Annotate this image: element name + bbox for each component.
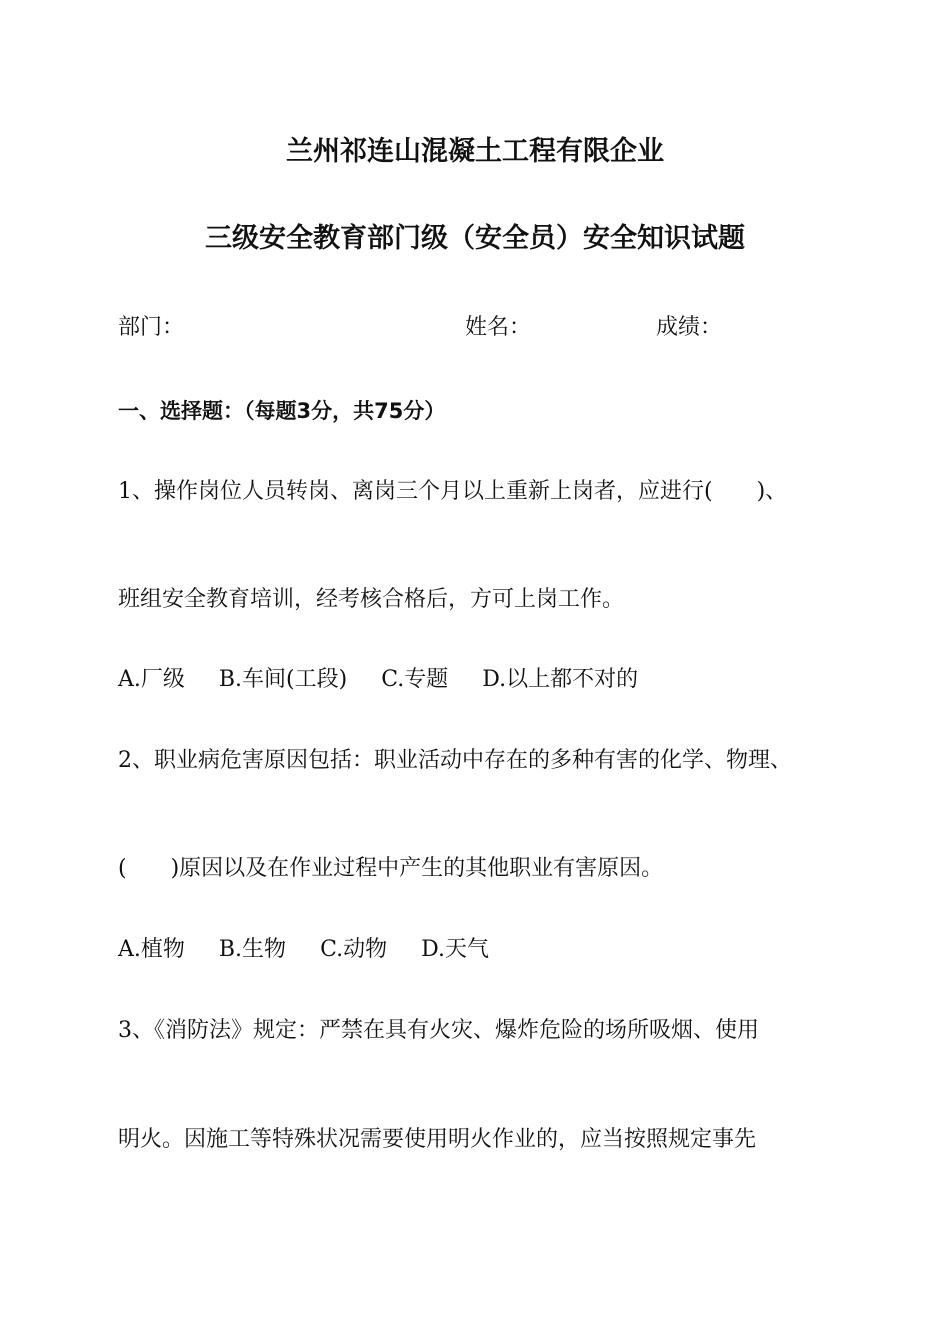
name-label: 姓名： bbox=[465, 315, 532, 340]
option-c: C.动物 bbox=[320, 937, 388, 962]
option-a: A.植物 bbox=[118, 937, 185, 962]
question-3-line-2: 明火。因施工等特殊状况需要使用明火作业的，应当按照规定事先 bbox=[118, 1127, 757, 1152]
question-2-options bbox=[118, 936, 489, 964]
department-label: 部门： bbox=[118, 315, 185, 340]
option-c: C.专题 bbox=[381, 667, 449, 692]
question-1-line-2: 班组安全教育培训，经考核合格后，方可上岗工作。 bbox=[118, 587, 625, 612]
section-heading: 一、选择题：（每题3分，共75分） bbox=[118, 399, 446, 423]
option-d: D.天气 bbox=[421, 937, 489, 962]
question-1-line-1: 1、操作岗位人员转岗、离岗三个月以上重新上岗者，应进行( )、 bbox=[118, 479, 788, 504]
option-a: A.厂级 bbox=[118, 667, 185, 692]
company-title: 兰州祁连山混凝土工程有限企业 bbox=[286, 136, 664, 167]
question-1-options bbox=[118, 666, 638, 694]
score-label: 成绩： bbox=[656, 315, 723, 340]
question-3-line-1: 3、《消防法》规定：严禁在具有火灾、爆炸危险的场所吸烟、使用 bbox=[118, 1018, 759, 1043]
option-b: B.生物 bbox=[218, 937, 287, 962]
exam-title: 三级安全教育部门级（安全员）安全知识试题 bbox=[205, 223, 745, 254]
option-b: B.车间(工段) bbox=[218, 667, 348, 692]
question-2-line-2: ( )原因以及在作业过程中产生的其他职业有害原因。 bbox=[118, 856, 664, 881]
question-2-line-1: 2、职业病危害原因包括：职业活动中存在的多种有害的化学、物理、 bbox=[118, 748, 792, 773]
option-d: D.以上都不对的 bbox=[482, 667, 639, 692]
